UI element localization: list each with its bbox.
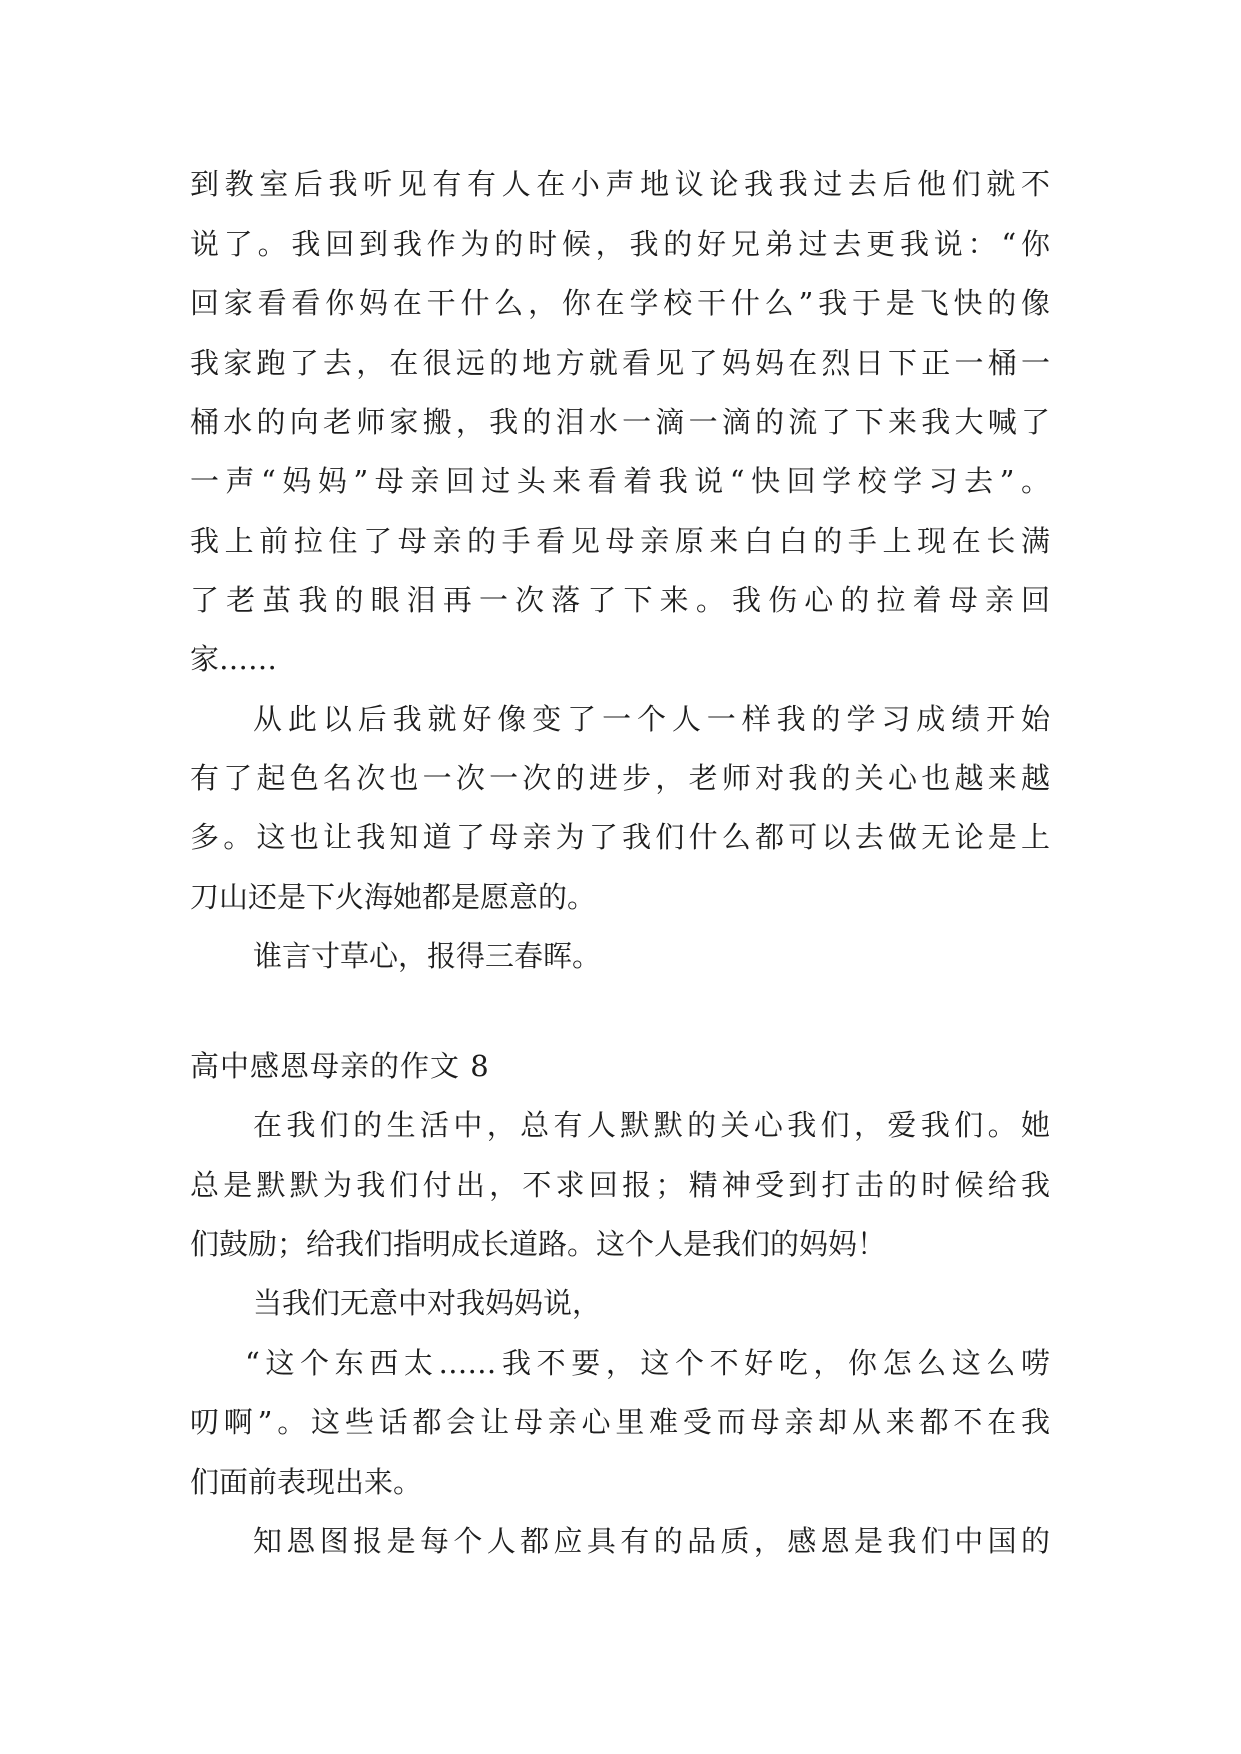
paragraph-line: 知恩图报是每个人都应具有的品质，感恩是我们中国的 <box>253 1524 1050 1558</box>
paragraph-line: 叨啊”。这些话都会让母亲心里难受而母亲却从来都不在我 <box>190 1405 1050 1439</box>
paragraph-line: 有了起色名次也一次一次的进步，老师对我的关心也越来越 <box>190 761 1050 795</box>
paragraph-line: 家…… <box>190 642 278 676</box>
paragraph-line: 谁言寸草心，报得三春晖。 <box>253 939 602 973</box>
paragraph-line: 我上前拉住了母亲的手看见母亲原来白白的手上现在长满 <box>190 524 1050 558</box>
paragraph-line: 了老茧我的眼泪再一次落了下来。我伤心的拉着母亲回 <box>190 583 1050 617</box>
paragraph-line: 到教室后我听见有有人在小声地议论我我过去后他们就不 <box>190 167 1050 201</box>
essay-title: 高中感恩母亲的作文 8 <box>190 1049 490 1083</box>
paragraph-line: 多。这也让我知道了母亲为了我们什么都可以去做无论是上 <box>190 820 1050 854</box>
paragraph-line: 总是默默为我们付出，不求回报；精神受到打击的时候给我 <box>190 1168 1050 1202</box>
paragraph-line: 们鼓励；给我们指明成长道路。这个人是我们的妈妈！ <box>190 1227 887 1261</box>
paragraph-line: 回家看看你妈在干什么，你在学校干什么”我于是飞快的像 <box>190 286 1050 320</box>
paragraph-line: 当我们无意中对我妈妈说， <box>253 1286 602 1320</box>
paragraph-line: 们面前表现出来。 <box>190 1465 423 1499</box>
paragraph-line: 从此以后我就好像变了一个人一样我的学习成绩开始 <box>253 702 1050 736</box>
paragraph-line: “这个东西太……我不要，这个不好吃，你怎么这么唠 <box>245 1346 1050 1380</box>
paragraph-line: 我家跑了去，在很远的地方就看见了妈妈在烈日下正一桶一 <box>190 346 1050 380</box>
paragraph-line: 刀山还是下火海她都是愿意的。 <box>190 880 597 914</box>
paragraph-line: 一声“妈妈”母亲回过头来看着我说“快回学校学习去”。 <box>190 464 1050 498</box>
paragraph-line: 说了。我回到我作为的时候，我的好兄弟过去更我说：“你 <box>190 227 1050 261</box>
paragraph-line: 桶水的向老师家搬，我的泪水一滴一滴的流了下来我大喊了 <box>190 405 1050 439</box>
paragraph-line: 在我们的生活中，总有人默默的关心我们，爱我们。她 <box>253 1108 1050 1142</box>
